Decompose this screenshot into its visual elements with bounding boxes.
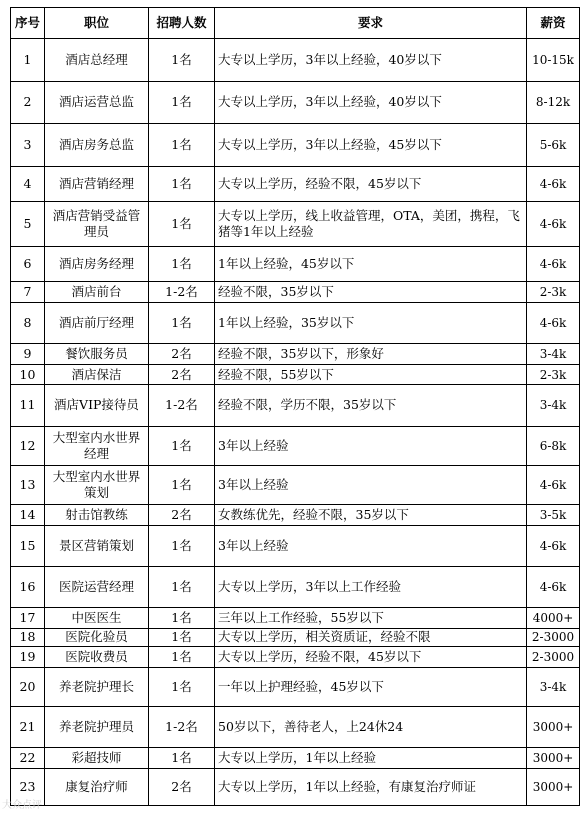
table-row <box>11 748 580 769</box>
cell-salary: 4-6k <box>527 525 580 566</box>
cell-position: 酒店VIP接待员 <box>45 385 149 426</box>
table-row <box>11 667 580 706</box>
cell-no: 10 <box>11 364 45 385</box>
cell-no: 23 <box>11 768 45 805</box>
cell-no: 4 <box>11 166 45 201</box>
cell-requirement: 大专以上学历，相关资质证，经验不限 <box>215 628 527 647</box>
cell-requirement: 一年以上护理经验，45岁以下 <box>215 667 527 706</box>
header-count: 招聘人数 <box>149 8 215 39</box>
cell-no: 3 <box>11 123 45 166</box>
cell-count: 1-2名 <box>149 385 215 426</box>
table-row <box>11 608 580 629</box>
cell-salary: 3-4k <box>527 385 580 426</box>
cell-position: 酒店房务总监 <box>45 123 149 166</box>
cell-no: 18 <box>11 628 45 647</box>
cell-count: 1名 <box>149 608 215 629</box>
cell-salary: 4000+ <box>527 608 580 629</box>
cell-count: 2名 <box>149 364 215 385</box>
cell-requirement: 经验不限，55岁以下 <box>215 364 527 385</box>
cell-requirement: 经验不限，学历不限，35岁以下 <box>215 385 527 426</box>
cell-count: 2名 <box>149 768 215 805</box>
watermark: 大众点评 <box>2 800 42 811</box>
table-row <box>11 247 580 282</box>
cell-count: 1名 <box>149 82 215 123</box>
cell-position: 医院收费员 <box>45 647 149 668</box>
cell-position: 酒店房务经理 <box>45 247 149 282</box>
header-salary: 薪资 <box>527 8 580 39</box>
cell-position: 大型室内水世界经理 <box>45 426 149 465</box>
cell-requirement: 大专以上学历，经验不限，45岁以下 <box>215 166 527 201</box>
cell-position: 酒店营销经理 <box>45 166 149 201</box>
cell-no: 11 <box>11 385 45 426</box>
cell-requirement: 50岁以下，善待老人，上24休24 <box>215 706 527 747</box>
cell-requirement: 3年以上经验 <box>215 525 527 566</box>
cell-position: 酒店前台 <box>45 282 149 303</box>
cell-requirement: 经验不限，35岁以下 <box>215 282 527 303</box>
cell-salary: 3-4k <box>527 667 580 706</box>
cell-salary: 8-12k <box>527 82 580 123</box>
cell-count: 1名 <box>149 647 215 668</box>
recruitment-table <box>10 7 580 806</box>
cell-salary: 4-6k <box>527 247 580 282</box>
cell-salary: 3000+ <box>527 768 580 805</box>
cell-salary: 3-5k <box>527 504 580 525</box>
cell-salary: 2-3000 <box>527 647 580 668</box>
cell-salary: 3-4k <box>527 344 580 365</box>
table-row <box>11 282 580 303</box>
cell-count: 1名 <box>149 247 215 282</box>
table-row <box>11 465 580 504</box>
table-row <box>11 426 580 465</box>
cell-position: 景区营销策划 <box>45 525 149 566</box>
table-row <box>11 706 580 747</box>
cell-position: 康复治疗师 <box>45 768 149 805</box>
table-row <box>11 628 580 647</box>
cell-position: 餐饮服务员 <box>45 344 149 365</box>
cell-no: 7 <box>11 282 45 303</box>
cell-requirement: 3年以上经验 <box>215 465 527 504</box>
cell-count: 2名 <box>149 344 215 365</box>
cell-count: 1名 <box>149 628 215 647</box>
cell-position: 酒店营销受益管理员 <box>45 201 149 246</box>
cell-salary: 4-6k <box>527 566 580 607</box>
cell-requirement: 经验不限，35岁以下，形象好 <box>215 344 527 365</box>
cell-count: 1名 <box>149 525 215 566</box>
cell-count: 1名 <box>149 123 215 166</box>
cell-requirement: 大专以上学历，3年以上经验，45岁以下 <box>215 123 527 166</box>
cell-no: 8 <box>11 302 45 343</box>
cell-position: 医院运营经理 <box>45 566 149 607</box>
table-row <box>11 82 580 123</box>
cell-count: 1名 <box>149 166 215 201</box>
cell-no: 21 <box>11 706 45 747</box>
cell-salary: 4-6k <box>527 465 580 504</box>
cell-no: 6 <box>11 247 45 282</box>
cell-count: 1名 <box>149 201 215 246</box>
cell-salary: 4-6k <box>527 166 580 201</box>
cell-requirement: 大专以上学历，3年以上经验，40岁以下 <box>215 82 527 123</box>
cell-no: 15 <box>11 525 45 566</box>
cell-count: 1-2名 <box>149 282 215 303</box>
cell-no: 13 <box>11 465 45 504</box>
cell-position: 养老院护理员 <box>45 706 149 747</box>
cell-no: 16 <box>11 566 45 607</box>
cell-count: 2名 <box>149 504 215 525</box>
table-row <box>11 123 580 166</box>
cell-position: 酒店总经理 <box>45 39 149 82</box>
table-body <box>11 39 580 806</box>
cell-count: 1名 <box>149 302 215 343</box>
cell-no: 17 <box>11 608 45 629</box>
cell-salary: 4-6k <box>527 302 580 343</box>
cell-position: 大型室内水世界策划 <box>45 465 149 504</box>
cell-no: 20 <box>11 667 45 706</box>
cell-position: 射击馆教练 <box>45 504 149 525</box>
cell-no: 5 <box>11 201 45 246</box>
cell-position: 酒店运营总监 <box>45 82 149 123</box>
header-position: 职位 <box>45 8 149 39</box>
cell-no: 22 <box>11 748 45 769</box>
cell-position: 医院化验员 <box>45 628 149 647</box>
table-row <box>11 504 580 525</box>
cell-no: 12 <box>11 426 45 465</box>
table-row <box>11 525 580 566</box>
cell-position: 酒店保洁 <box>45 364 149 385</box>
cell-no: 9 <box>11 344 45 365</box>
cell-no: 14 <box>11 504 45 525</box>
table-row <box>11 166 580 201</box>
cell-count: 1名 <box>149 426 215 465</box>
cell-requirement: 1年以上经验，35岁以下 <box>215 302 527 343</box>
cell-position: 酒店前厅经理 <box>45 302 149 343</box>
cell-salary: 2-3k <box>527 364 580 385</box>
cell-count: 1名 <box>149 667 215 706</box>
table-row <box>11 201 580 246</box>
cell-position: 中医医生 <box>45 608 149 629</box>
cell-requirement: 大专以上学历，3年以上工作经验 <box>215 566 527 607</box>
cell-count: 1名 <box>149 465 215 504</box>
cell-salary: 5-6k <box>527 123 580 166</box>
cell-salary: 2-3000 <box>527 628 580 647</box>
cell-count: 1名 <box>149 748 215 769</box>
table-row <box>11 39 580 82</box>
cell-count: 1名 <box>149 566 215 607</box>
table-row <box>11 647 580 668</box>
cell-requirement: 大专以上学历，1年以上经验，有康复治疗师证 <box>215 768 527 805</box>
cell-requirement: 大专以上学历，3年以上经验，40岁以下 <box>215 39 527 82</box>
cell-count: 1-2名 <box>149 706 215 747</box>
cell-no: 19 <box>11 647 45 668</box>
header-requirement: 要求 <box>215 8 527 39</box>
cell-salary: 10-15k <box>527 39 580 82</box>
cell-salary: 3000+ <box>527 706 580 747</box>
cell-requirement: 女教练优先，经验不限，35岁以下 <box>215 504 527 525</box>
table-row <box>11 302 580 343</box>
cell-position: 养老院护理长 <box>45 667 149 706</box>
cell-requirement: 大专以上学历，1年以上经验 <box>215 748 527 769</box>
cell-requirement: 大专以上学历，经验不限，45岁以下 <box>215 647 527 668</box>
cell-salary: 2-3k <box>527 282 580 303</box>
cell-requirement: 三年以上工作经验，55岁以下 <box>215 608 527 629</box>
cell-salary: 4-6k <box>527 201 580 246</box>
table-row <box>11 364 580 385</box>
cell-position: 彩超技师 <box>45 748 149 769</box>
cell-count: 1名 <box>149 39 215 82</box>
cell-salary: 6-8k <box>527 426 580 465</box>
table-row <box>11 768 580 805</box>
table-header-row <box>11 8 580 39</box>
cell-salary: 3000+ <box>527 748 580 769</box>
cell-no: 1 <box>11 39 45 82</box>
table-row <box>11 385 580 426</box>
cell-requirement: 大专以上学历，线上收益管理，OTA，美团，携程，飞猪等1年以上经验 <box>215 201 527 246</box>
header-no: 序号 <box>11 8 45 39</box>
table-row <box>11 566 580 607</box>
cell-requirement: 1年以上经验，45岁以下 <box>215 247 527 282</box>
cell-no: 2 <box>11 82 45 123</box>
cell-requirement: 3年以上经验 <box>215 426 527 465</box>
table-row <box>11 344 580 365</box>
